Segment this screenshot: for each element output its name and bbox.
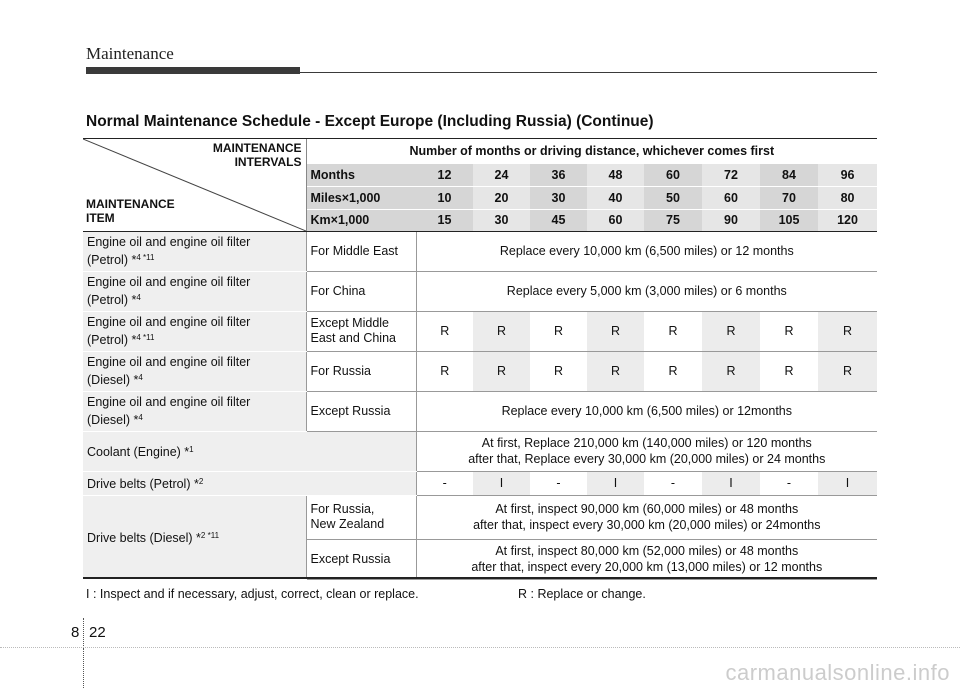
schedule-cell: R [702,351,760,391]
schedule-text: At first, inspect 80,000 km (52,000 miles) or 48 months after that, inspect every 20,000 km (13,000 miles) or 12 months [416,539,877,579]
footer-divider-top [83,618,84,646]
maintenance-item [83,351,306,391]
condition: Except Russia [306,539,416,579]
interval-value: 90 [702,209,760,231]
interval-value: 60 [702,186,760,209]
schedule-cell: R [587,311,644,351]
interval-value: 105 [760,209,818,231]
schedule-cell: - [760,471,818,495]
corner-intervals-label: MAINTENANCE INTERVALS [212,141,302,169]
item-fuel: (Diesel) * [87,412,139,427]
maintenance-item [83,391,306,431]
schedule-cell: I [818,471,877,495]
footnote-ref: 2 *11 [200,531,220,540]
interval-value: 10 [416,186,473,209]
schedule-cell: R [416,311,473,351]
schedule-cell: R [587,351,644,391]
page-number: 22 [89,624,106,641]
schedule-cell: R [416,351,473,391]
table-bottom-rule [83,577,877,579]
maintenance-item [83,431,416,471]
schedule-cell: R [530,351,587,391]
schedule-cell: I [702,471,760,495]
footnote-ref: 1 [189,445,194,454]
footer-rule [0,647,960,648]
interval-label: Months [306,163,416,186]
interval-value: 75 [644,209,702,231]
schedule-row [83,351,877,391]
condition: Except Russia [306,391,416,431]
schedule-row [83,495,877,539]
condition: For Middle East [306,231,416,271]
item-name: Engine oil and engine oil filter [87,314,251,329]
schedule-cell: - [416,471,473,495]
watermark: carmanualsonline.info [725,660,950,685]
item-name: Drive belts (Petrol) * [87,477,199,491]
interval-value: 15 [416,209,473,231]
schedule-row [83,391,877,431]
schedule-cell: I [587,471,644,495]
interval-value: 30 [530,186,587,209]
item-name: Engine oil and engine oil filter [87,274,251,289]
section-title: Normal Maintenance Schedule - Except Europe (Including Russia) (Continue) [86,113,654,130]
interval-value: 120 [818,209,877,231]
interval-value: 84 [760,163,818,186]
schedule-row [83,231,877,271]
condition: For China [306,271,416,311]
footnote-ref: 4 *11 [136,252,155,262]
table-corner-header [83,139,306,231]
item-name: Engine oil and engine oil filter [87,234,251,249]
maintenance-schedule-table [83,139,877,580]
item-fuel: (Diesel) * [87,372,139,387]
page-header-title: Maintenance [86,44,174,63]
interval-value: 50 [644,186,702,209]
maintenance-item [83,471,416,495]
schedule-cell: R [818,311,877,351]
footnote-ref: 4 [136,292,141,302]
schedule-cell: R [644,351,702,391]
item-fuel: (Petrol) * [87,292,137,307]
schedule-cell: R [473,351,530,391]
interval-value: 30 [473,209,530,231]
interval-value: 60 [587,209,644,231]
interval-value: 80 [818,186,877,209]
legend-inspect: I : Inspect and if necessary, adjust, correct, clean or replace. [86,587,419,601]
corner-item-label: MAINTENANCE ITEM [86,196,175,225]
maintenance-item [83,495,306,579]
footer-divider-bottom [83,648,84,688]
interval-label: Km×1,000 [306,209,416,231]
schedule-text: At first, inspect 90,000 km (60,000 miles) or 48 months after that, inspect every 30,000 km (20,000 miles) or 24months [416,495,877,539]
footnote-ref: 4 *11 [136,332,155,342]
legend [86,587,646,601]
interval-label: Miles×1,000 [306,186,416,209]
header-bar [86,67,300,74]
chapter-number: 8 [71,624,80,641]
interval-value: 24 [473,163,530,186]
interval-value: 20 [473,186,530,209]
schedule-cell: - [644,471,702,495]
interval-value: 12 [416,163,473,186]
interval-value: 60 [644,163,702,186]
condition: For Russia, New Zealand [306,495,416,539]
item-name: Engine oil and engine oil filter [87,394,251,409]
schedule-cell: R [473,311,530,351]
schedule-cell: R [818,351,877,391]
maintenance-item [83,311,306,351]
legend-replace: R : Replace or change. [518,587,646,601]
interval-value: 70 [760,186,818,209]
footnote-ref: 4 [138,372,143,382]
interval-value: 45 [530,209,587,231]
interval-value: 48 [587,163,644,186]
maintenance-item [83,271,306,311]
schedule-cell: R [530,311,587,351]
item-fuel: (Petrol) * [87,332,137,347]
condition: Except Middle East and China [306,311,416,351]
schedule-cell: R [760,311,818,351]
item-fuel: (Petrol) * [87,252,137,267]
footnote-ref: 2 [198,477,204,486]
item-name: Drive belts (Diesel) * [87,531,201,545]
interval-value: 72 [702,163,760,186]
schedule-cell: I [473,471,530,495]
schedule-cell: R [702,311,760,351]
schedule-row [83,471,877,495]
condition: For Russia [306,351,416,391]
schedule-text: Replace every 10,000 km (6,500 miles) or 12months [416,391,877,431]
schedule-row [83,311,877,351]
footnote-ref: 4 [138,412,143,422]
interval-value: 36 [530,163,587,186]
schedule-cell: R [760,351,818,391]
header-rule [300,72,877,73]
table-top-header: Number of months or driving distance, whichever comes first [306,139,877,163]
interval-value: 40 [587,186,644,209]
schedule-cell: R [644,311,702,351]
interval-value: 96 [818,163,877,186]
schedule-text: At first, Replace 210,000 km (140,000 miles) or 120 months after that, Replace every 30,000 km (20,000 miles) or 24 months [416,431,877,471]
schedule-text: Replace every 10,000 km (6,500 miles) or 12 months [416,231,877,271]
schedule-text: Replace every 5,000 km (3,000 miles) or 6 months [416,271,877,311]
schedule-cell: - [530,471,587,495]
item-name: Engine oil and engine oil filter [87,354,251,369]
schedule-row [83,271,877,311]
item-name: Coolant (Engine) * [87,445,190,459]
schedule-row [83,431,877,471]
maintenance-item [83,231,306,271]
